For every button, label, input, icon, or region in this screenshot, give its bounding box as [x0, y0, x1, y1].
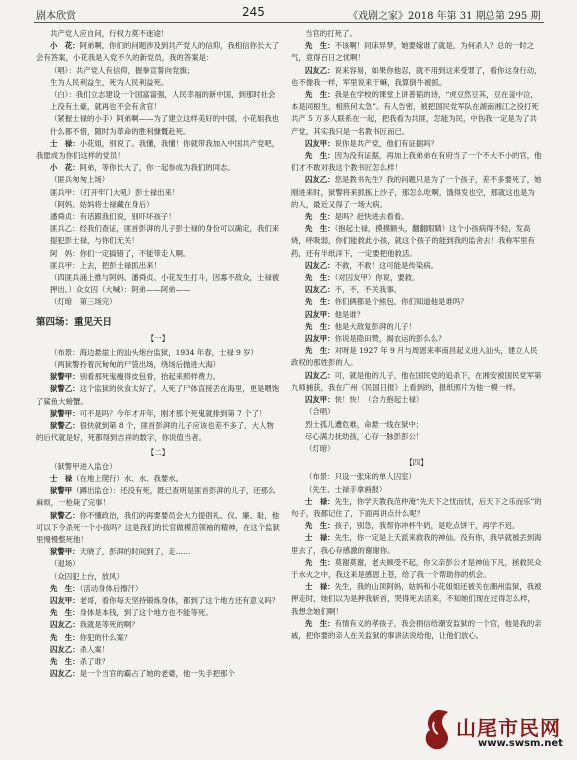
speaker-name: 先 生： [305, 618, 335, 628]
speaker-name: 先 生： [50, 656, 80, 666]
dialogue-line [36, 162, 280, 174]
stage-direction: （先生、士禄手拿画报） [305, 484, 387, 494]
stage-direction: （灯暗） [305, 443, 335, 453]
dialogue-line [36, 371, 280, 383]
stage-direction: （合唱） [305, 407, 335, 417]
scene-number: 【一】 [146, 333, 170, 343]
speaker-name: 先 生： [50, 608, 80, 618]
speaker-name: 狱警乙： [50, 421, 80, 431]
dialogue-line [291, 296, 542, 308]
speaker-name: 先 生： [305, 521, 335, 531]
dialogue-line [291, 394, 542, 406]
section-heading: 第四场：重见天日 [36, 316, 113, 328]
speaker-name: 囚友甲： [305, 395, 335, 405]
dialogue-line [291, 260, 542, 272]
dialogue-text: 当官的打死了。 [305, 29, 357, 38]
speaker-name: 先 生： [50, 632, 80, 642]
dialogue-text: 他是大敌复彭湃的儿子！ [334, 321, 416, 331]
stage-direction: （众囚犯上台，放风） [50, 571, 124, 581]
speaker-name: 先 生： [305, 346, 335, 356]
speaker-name: 囚友甲： [305, 309, 335, 319]
right-column [291, 28, 542, 642]
paragraph: （布景：海边悬崖上的汕头炮台监狱，1934 年春，士禄 9 岁） [50, 347, 258, 357]
dialogue-text: （对囚友甲）你说，要救。 [334, 273, 420, 283]
dialogue-text: 不救，不救！这可能是传染病。 [334, 260, 439, 270]
dialogue-line [36, 383, 280, 407]
dialogue-line [291, 496, 542, 520]
dialogue-line [291, 138, 542, 150]
dialogue-text: 先生，你一定是上天派来救我的神仙。没有你，我早就被丢到海里去了，我心存感激的谢谢你。 [291, 533, 542, 555]
dialogue-text: 说你是共产党，他们有证据吗？ [334, 138, 439, 148]
stage-direction: （狱警甲进入监仓） [50, 461, 117, 471]
dialogue-line [36, 40, 280, 64]
speaker-name: 先 生： [305, 41, 335, 51]
dialogue-text: 说来容易，如果你他忍，就不用到这来受罪了，看你这身行动，也不像我一样，军里说来干嘛，我算倒牛被抓。 [291, 65, 542, 87]
speaker-name: 囚友甲： [50, 595, 80, 605]
stage-direction: （阿妈、姑妈将士禄藏在身后） [50, 199, 154, 209]
speaker-name: 囚友乙： [305, 260, 335, 270]
dialogue-text: 杀人案！ [79, 644, 110, 654]
header-rule [34, 22, 544, 23]
speaker-name: 狱警甲： [50, 408, 80, 418]
speaker-name: 先 生： [305, 90, 335, 100]
dialogue-line [291, 618, 542, 642]
dialogue-text: 对呀是 1927 年 9 月与周恩来率南昌起义进入汕头，建立人民政权的那姓彭的人。 [291, 346, 538, 368]
dialogue-text: 你说是隐田赞，揭农运的彭么么？ [334, 334, 446, 344]
dialogue-text: 天晓了，彭湃的时间到了，走…… [79, 547, 191, 557]
dialogue-text: 快！快！（合力抱起士禄） [334, 395, 424, 405]
paragraph: 共产党人应自问，行权力莫不迷途！ [50, 29, 169, 38]
speaker-name: 囚友乙： [305, 175, 335, 185]
speaker-name: 囚友乙： [50, 669, 80, 679]
dialogue-text: 因为没有证据，再加上我弟弟在有府当了一个不大不小的官，他们才不敢对我这个教书匠怎么样！ [291, 151, 542, 173]
dialogue-text: 别看那死鬼瘦得皮包骨，抬起来照样费力。 [79, 372, 221, 382]
left-column [36, 28, 280, 680]
watermark-logo-icon [420, 708, 454, 752]
stage-direction: 阿 妈：你们一定搞错了，不能带走人啊。 [50, 248, 191, 258]
dialogue-line [36, 607, 280, 619]
speaker-name: 狱警乙： [50, 384, 80, 394]
dialogue-text: 莫谢莫谢，老夫顾受不起，你父亲彭公才是神仙下凡，拯救民众于水火之中，我这来是感恩上苍，给了我一个帮助你的机会。 [291, 557, 542, 579]
speaker-name: 先 生： [50, 583, 80, 593]
speaker-name: 囚友乙： [50, 644, 80, 654]
speaker-name: 囚友甲： [305, 138, 335, 148]
dialogue-text: 是一个当官的霸占了她的老婆，他一失手把那个 [79, 669, 235, 679]
dialogue-line [36, 644, 280, 656]
speaker-name: 士 禄： [305, 582, 335, 592]
stage-direction: （退场） [50, 559, 80, 569]
dialogue-line [291, 333, 542, 345]
stage-direction: （紧握士禄的小手）阿弟啊——为了建立这样美好的中国，小花姐我也什么都不惜，随时为革命的胜利慷慨赴死。 [50, 114, 280, 136]
dialogue-text: （在地上爬行）水、水、我要水。 [72, 473, 184, 483]
dialogue-line [291, 309, 542, 321]
dialogue-line [291, 89, 542, 138]
dialogue-line [291, 557, 542, 581]
dialogue-text: 可，就是他的儿子，他在国民党的追杀下，在湘安被国民党军第九师捕获，我在广州《民国日报》上看到的，报纸照片为他一模一样。 [291, 370, 542, 392]
dialogue-text: 阿弟啊，你们的问题涉及到共产党人的信仰，我相信你长大了会有答案，小花我是入党不久的新党员，我的答案是： [36, 41, 280, 63]
speaker-name: 囚友乙： [305, 370, 335, 380]
dialogue-text: 不，不，不关我事。 [334, 285, 402, 295]
dialogue-line [291, 284, 542, 296]
speaker-name: 囚友乙： [305, 285, 335, 295]
section-title: 剧本欣赏 [36, 11, 76, 22]
journal-title: 《戏剧之家》2018 年第 31 期 [348, 11, 486, 22]
dialogue-line [291, 65, 542, 89]
dialogue-line [291, 581, 542, 618]
dialogue-text: 很快就到第 8 个，匪首彭湃的儿子应该也差不多了，大人物的后代就是好，死都得到吉祥的数字，你说值当者。 [36, 421, 274, 443]
dialogue-text: 我是在学校的课堂上讲普韬的诗，“虎豆然豆其，豆在釜中泣，本是同根生，相煎何太急”。有人告密，被把国民党军队在湖南湘江之役打死共产 5 万多人联系在一起，把我看为共匪，怎能为民，中伤我一定是为了共产党，其实我只是一名教书匠而已。 [291, 90, 539, 136]
dialogue-line [291, 532, 542, 556]
dialogue-line [291, 520, 542, 532]
speaker-name: 士 禄： [305, 533, 335, 543]
speaker-name: 先 生： [305, 212, 335, 222]
speaker-name: 狱警甲： [50, 372, 80, 382]
speaker-name: 先 生： [305, 557, 335, 567]
dialogue-text: 小花姐，别说了。我懂，我懂！你就带我加入中国共产党吧，我愿成为你们这样的党员！ [36, 138, 280, 161]
speaker-name: 先 生： [305, 224, 335, 234]
stage-direction: 生为人民利益生，死为人民利益死。 [50, 77, 169, 87]
stage-direction: 匪兵乙：经我们查证，匪首彭湃的儿子彭士禄的身份可以确定，我们来提犯彭士禄，与你们无关！ [50, 224, 280, 246]
speaker-name: 先 生： [305, 321, 335, 331]
dialogue-text: 他是谁？ [334, 309, 365, 319]
dialogue-line [36, 668, 280, 680]
dialogue-line [36, 485, 280, 509]
speaker-name: 小 花： [50, 163, 80, 173]
dialogue-text: 身体是本钱，到了这个地方也不能等死。 [79, 608, 213, 618]
stage-direction: （四匪兵涌上推与阿妈、潘舜贞、小花发生打斗，因寡不敌众，士禄被押出。）众女囚（大喊）：阿弟——阿弟—— [50, 273, 280, 295]
dialogue-text: 有情有义的孝孩子，我会捐信给潮安监狱的一个官，他是我的亲戚，把你要的亲人在关监狱的事讲法说给他，让他们放心。 [291, 618, 542, 640]
dialogue-text: 可不是吗？今年才开年，刚才那个死鬼就排到第 7 个了！ [79, 408, 267, 418]
dialogue-line [36, 546, 280, 558]
dialogue-text: 你们俩都是个熊包，你们知道他是谁吗？ [334, 297, 468, 307]
dialogue-text: （抱起士禄，摸摸额头，翻翻眼睛）这个小孩病得不轻，发高烧，呼吸弱，你们能救此小孩，就这个孩子的能到我的监舍去！我称军里有药，还有半纸洋下，一定要把他救活。 [291, 224, 535, 258]
dialogue-line [36, 420, 280, 444]
dialogue-line [291, 40, 542, 64]
speaker-name: 狱警乙： [50, 510, 80, 520]
stage-direction: （布景：只设一张床的单人囚室） [305, 472, 416, 482]
page-number: 245 [242, 5, 265, 19]
dialogue-text: 孩子，别急，我帮你冲杯牛奶，是吃点饼干，再学不迟。 [334, 521, 520, 531]
dialogue-line [291, 28, 542, 40]
stage-direction: （唱）：共产党人有信仰，握拳宣誓向党旗； [50, 65, 195, 75]
watermark-url: www.swsm.net [478, 738, 563, 749]
speaker-name: 狱警甲 [50, 486, 73, 496]
watermark-name: 山尾市民网 [456, 716, 561, 740]
dialogue-line [291, 321, 542, 333]
speaker-name: 先 生： [305, 273, 335, 283]
dialogue-text: 阿弟，等你长大了，你一起参成为我们的同志。 [79, 163, 235, 173]
scene-number: 【四】 [405, 458, 428, 468]
dialogue-line [36, 408, 280, 420]
scene-number: 【二】 [146, 447, 170, 457]
stage-direction: （匪兵匆匆上场） [50, 175, 110, 185]
dialogue-line [291, 150, 542, 174]
speaker-name: 狱警甲： [50, 547, 80, 557]
dialogue-line [36, 510, 280, 547]
dialogue-line [291, 223, 542, 260]
speaker-name: 先 生： [305, 151, 335, 161]
speaker-name: 士 禄： [305, 496, 335, 506]
dialogue-line [36, 619, 280, 631]
stage-direction: 烈士孤儿遭危难，命悬一线在狱中； [305, 419, 424, 429]
stage-direction: 匪兵甲：上去，把彭士禄抓出来！ [50, 260, 161, 270]
dialogue-line [291, 211, 542, 223]
dialogue-line [36, 595, 280, 607]
dialogue-text: 我就是等死的啊？ [79, 620, 139, 630]
dialogue-text: 你不懂政治，我们的再要要员会大力提倡礼、仪、廉、耻，他可以下令杀死一个小孩吗？这是我们的长官做模范领袖的精神，在这个监狱里慢慢整死他！ [36, 510, 280, 544]
dialogue-text: 是吗？赶快进去看看。 [334, 212, 409, 222]
dialogue-text: 这个监狱的伙食太好了，人死了尸体直接丢在海里，更是喂饱了鲨鱼大螃蟹。 [36, 384, 280, 406]
dialogue-text: 您是教书先生？我的问题只是为了一个孩子，差不多要死了，她刚进来时，狱警将来抓拣上沙子，那怎么吃啊，饿得发也空，那就这也是为的人，最近又得了一场大病。 [291, 175, 542, 209]
dialogue-line [291, 272, 542, 284]
dialogue-text: 老哥，看你每天坚持锻炼身体，都到了这个地方还有意义吗？ [79, 595, 280, 605]
speaker-name: 囚友乙： [50, 620, 80, 630]
dialogue-line [291, 174, 542, 211]
stage-direction: （灯暗 第三场完） [50, 297, 117, 307]
stage-direction: 尽心满力抚幼孩，心存一脉彭彭公！ [305, 431, 424, 441]
issue-number: 总第 295 期 [485, 11, 541, 22]
dialogue-text: 先生，我的山顶阿妈，姑妈和小花姐姐还被关在潮州监狱，我被押走时，她们以为是押我斩首，哭得死去活来，不知她们现在过得怎么样，我想念她们啊！ [291, 582, 542, 616]
dialogue-line [36, 632, 280, 644]
dialogue-line [291, 345, 542, 369]
dialogue-text: 杀了谁？ [79, 656, 110, 666]
stage-direction: 匪兵甲：（打开牢门大吼）彭士禄出来！ [50, 187, 180, 197]
speaker-name: 囚友乙： [305, 65, 335, 75]
dialogue-line [36, 138, 280, 162]
speaker-name: 士 禄 [50, 473, 73, 483]
dialogue-line [36, 473, 280, 485]
dialogue-line [36, 656, 280, 668]
dialogue-text: （蹲出监仓）：还没有死，既已查明是匪首彭湃的儿子，还那么麻烦，一枪毙了完事！ [36, 486, 276, 508]
speaker-name: 士 禄： [50, 138, 80, 148]
stage-direction: （白）：我们立志建设一个国富富强，人民幸福的新中国，到那时社会上没有土豪，就再也不会有贪官！ [50, 90, 276, 112]
dialogue-text: 先生，你学天教我范仲淹“先天下之忧而忧，后天下之乐而乐”的句子，我都记住了，下面再讲点什么呢？ [291, 496, 542, 518]
speaker-name: 小 花： [50, 41, 80, 51]
dialogue-line [291, 370, 542, 394]
dialogue-line [36, 583, 280, 595]
speaker-name: 囚友甲： [305, 334, 335, 344]
paragraph: （两狱警拎着沉甸甸的尸袋出场，绕场后抛进大海） [50, 360, 220, 370]
stage-direction: 潘舜贞：有话跟我们说，别吓坏孩子！ [50, 212, 176, 222]
dialogue-text: 你犯的什么案？ [79, 632, 132, 642]
dialogue-text: 不该啊！同床异梦，她要嫁谁了就是，为何杀人？总的一时之气，竟得百日之忧啊！ [291, 41, 535, 63]
dialogue-text: （活动身体后擦汗） [79, 583, 143, 593]
speaker-name: 先 生： [305, 297, 335, 307]
